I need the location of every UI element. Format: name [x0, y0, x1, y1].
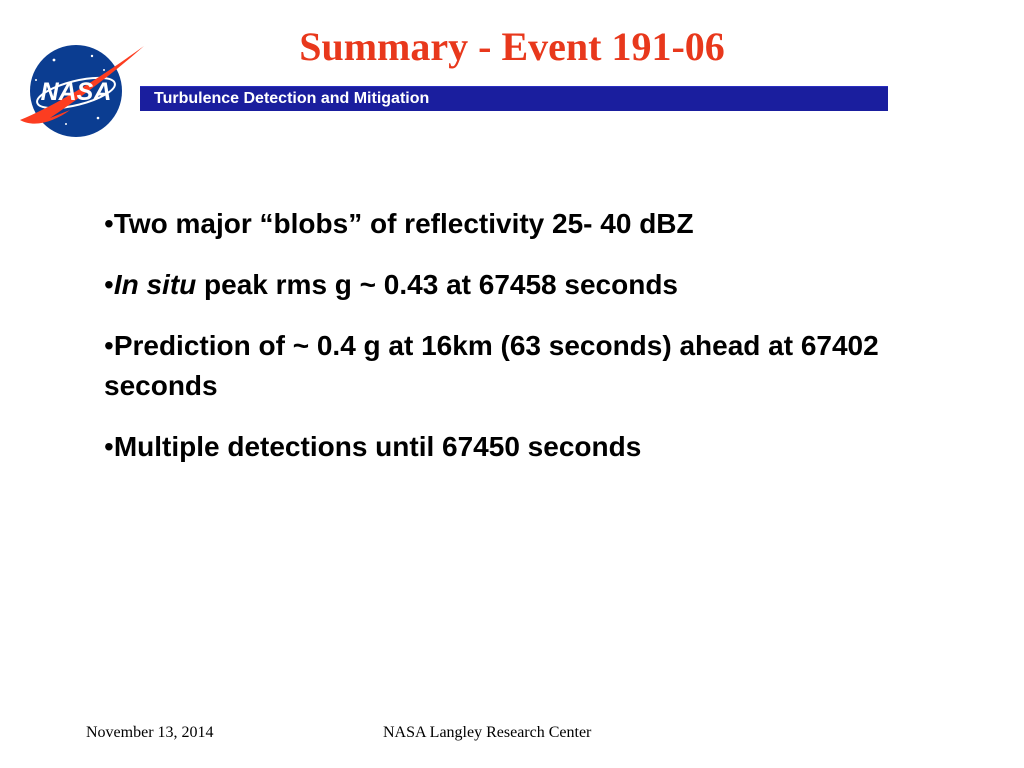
bullet-item — [104, 427, 924, 467]
banner-text: Turbulence Detection and Mitigation — [154, 90, 430, 107]
bullet-marker: • — [104, 431, 114, 462]
bullet-list — [104, 204, 924, 488]
bullet-text: Two major “blobs” of reflectivity 25- 40 dBZ — [113, 208, 694, 239]
bullet-marker: • — [104, 330, 114, 361]
bullet-text: peak rms g ~ 0.43 at 67458 seconds — [196, 269, 678, 300]
slide-title — [0, 22, 1024, 72]
bullet-marker: • — [104, 269, 114, 300]
footer-date: November 13, 2014 — [86, 724, 214, 741]
bullet-italic-text: In situ — [113, 269, 197, 300]
bullet-text: Multiple detections until 67450 seconds — [113, 431, 642, 462]
nasa-wordmark: NASA — [40, 78, 112, 106]
bullet-text: Prediction of ~ 0.4 g at 16km (63 seconds) ahead at 67402 seconds — [104, 330, 879, 401]
bullet-item — [104, 265, 924, 305]
bullet-marker: • — [104, 208, 114, 239]
bullet-item — [104, 204, 924, 244]
header-banner — [140, 86, 888, 111]
footer-organization: NASA Langley Research Center — [383, 724, 592, 741]
slide-title-text: Summary - Event 191-06 — [299, 24, 725, 69]
bullet-item — [104, 326, 924, 406]
